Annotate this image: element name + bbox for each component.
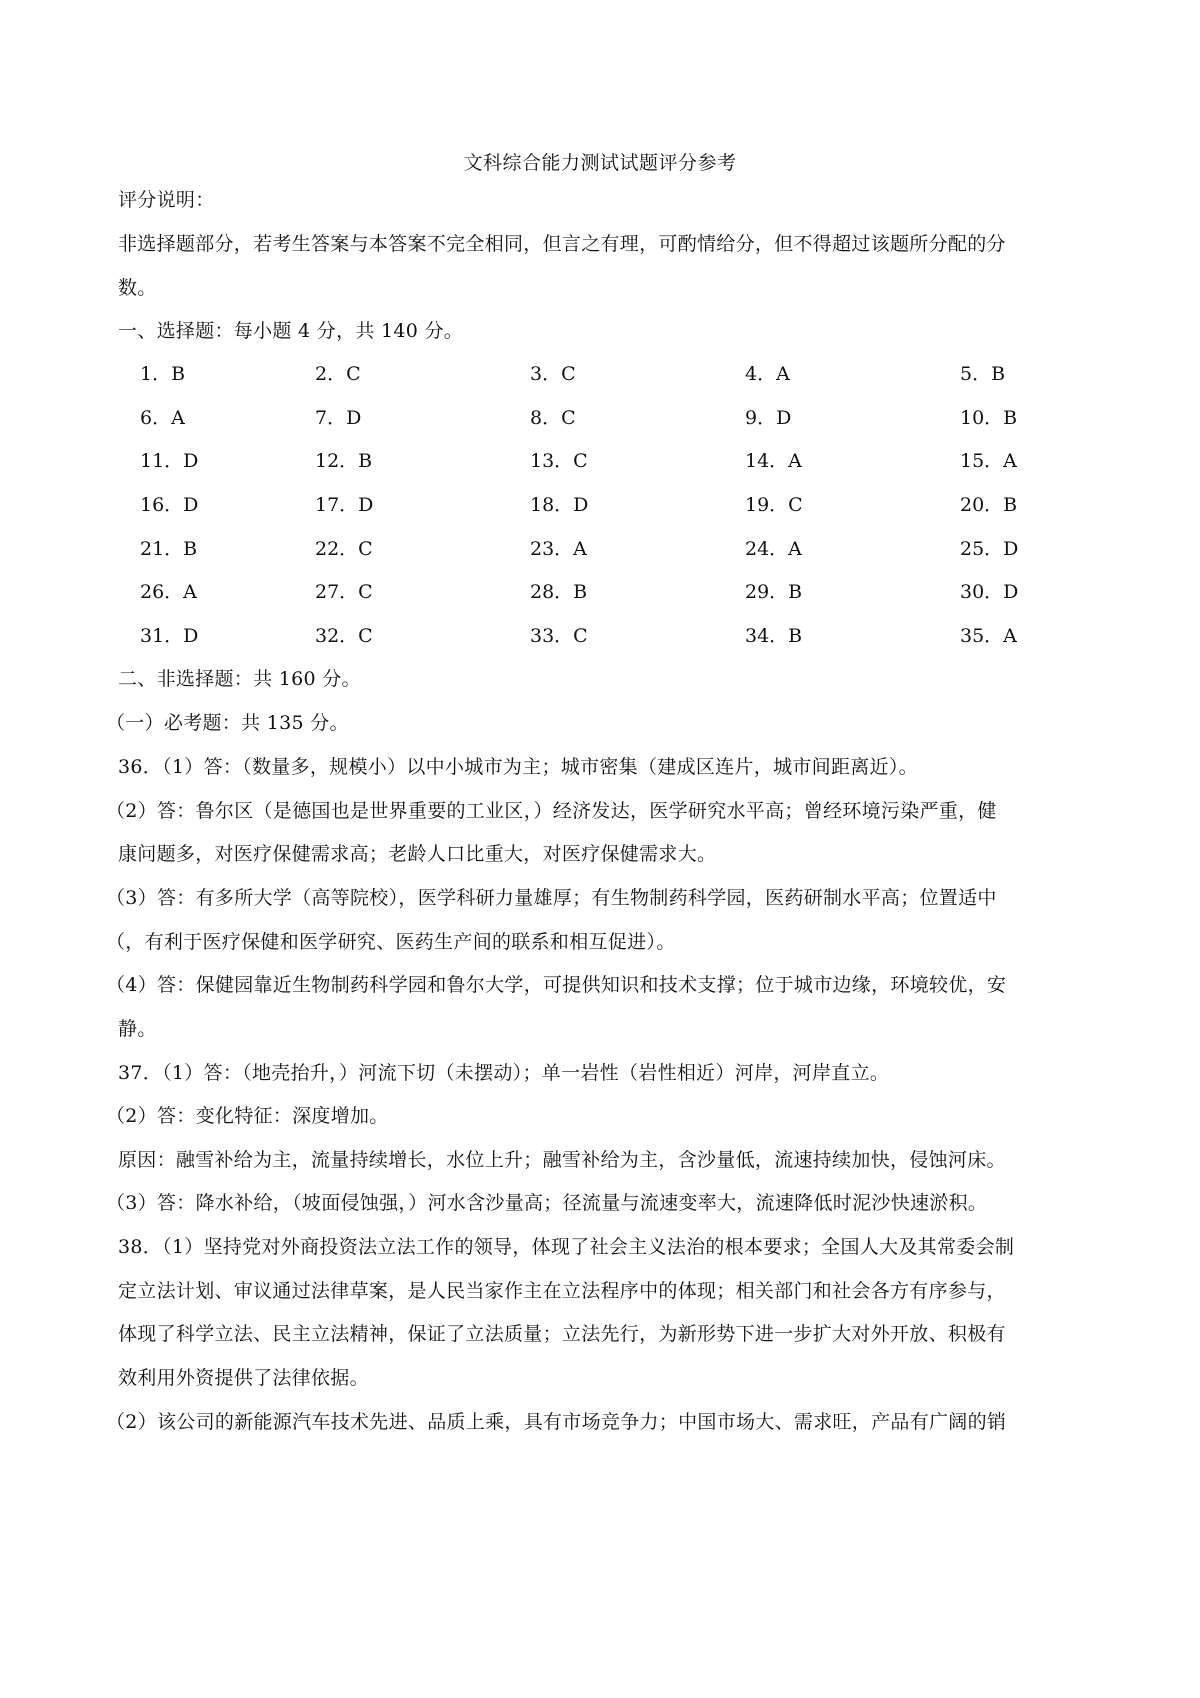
answer-item: 31．D	[140, 625, 199, 647]
subsection-heading: （一）必考题：共 135 分。	[106, 712, 349, 734]
answer-text-line: （4）答：保健园靠近生物制药科学园和鲁尔大学，可提供知识和技术支撑；位于城市边缘，环境较优，安	[106, 974, 1007, 996]
answer-item: 35．A	[960, 625, 1017, 647]
answer-item: 22．C	[315, 538, 373, 560]
answer-item: 2．C	[315, 363, 361, 385]
answer-text-line: 36．（1）答：（数量多，规模小）以中小城市为主；城市密集（建成区连片，城市间距离近）。	[118, 756, 918, 778]
page-title: 文科综合能力测试试题评分参考	[463, 152, 737, 174]
answer-text-line: （2）答：鲁尔区（是德国也是世界重要的工业区，）经济发达，医学研究水平高；曾经环境污染严重，健	[106, 800, 997, 822]
answer-item: 12．B	[315, 450, 373, 472]
answer-item: 27．C	[315, 581, 373, 603]
answer-item: 32．C	[315, 625, 373, 647]
section-heading-non-choice: 二、非选择题：共 160 分。	[118, 668, 361, 690]
answer-item: 25．D	[960, 538, 1019, 560]
answer-item: 11．D	[140, 450, 199, 472]
answer-item: 18．D	[530, 494, 589, 516]
answer-text-line: 康问题多，对医疗保健需求高；老龄人口比重大，对医疗保健需求大。	[118, 843, 717, 865]
answer-item: 15．A	[960, 450, 1017, 472]
answer-item: 4．A	[745, 363, 790, 385]
answer-item: 23．A	[530, 538, 587, 560]
answer-item: 8．C	[530, 407, 576, 429]
answer-item: 24．A	[745, 538, 802, 560]
answer-text-line: （3）答：降水补给，（坡面侵蚀强，）河水含沙量高；径流量与流速变率大，流速降低时泥沙快速淤积。	[106, 1192, 988, 1214]
answer-text-line: 定立法计划、审议通过法律草案，是人民当家作主在立法程序中的体现；相关部门和社会各方有序参与，	[118, 1280, 1006, 1302]
answer-item: 17．D	[315, 494, 374, 516]
answer-item: 7．D	[315, 407, 362, 429]
answer-text-line: （2）答：变化特征：深度增加。	[106, 1105, 389, 1127]
answer-text-line: 效利用外资提供了法律依据。	[118, 1367, 369, 1389]
answer-item: 28．B	[530, 581, 588, 603]
answer-item: 33．C	[530, 625, 588, 647]
answer-text-line: 原因：融雪补给为主，流量持续增长，水位上升；融雪补给为主，含沙量低，流速持续加快，侵蚀河床。	[118, 1149, 1006, 1171]
answer-item: 13．C	[530, 450, 588, 472]
answer-text-line: （，有利于医疗保健和医学研究、医药生产间的联系和相互促进）。	[106, 931, 676, 953]
answer-item: 19．C	[745, 494, 803, 516]
scoring-note-heading: 评分说明：	[118, 189, 215, 211]
answer-item: 5．B	[960, 363, 1006, 385]
answer-text-line: （2）该公司的新能源汽车技术先进、品质上乘，具有市场竞争力；中国市场大、需求旺，产品有广阔的销	[106, 1411, 1007, 1433]
answer-text-line: 静。	[118, 1018, 157, 1040]
answer-item: 21．B	[140, 538, 198, 560]
answer-item: 26．A	[140, 581, 197, 603]
scoring-note-line: 非选择题部分，若考生答案与本答案不完全相同，但言之有理，可酌情给分，但不得超过该题所分配的分	[118, 233, 1006, 255]
scoring-note-line: 数。	[118, 277, 157, 299]
answer-text-line: 38．（1）坚持党对外商投资法立法工作的领导，体现了社会主义法治的根本要求；全国人大及其常委会制	[118, 1236, 1015, 1258]
answer-item: 30．D	[960, 581, 1019, 603]
answer-item: 10．B	[960, 407, 1018, 429]
answer-item: 29．B	[745, 581, 803, 603]
answer-item: 1．B	[140, 363, 186, 385]
answer-item: 3．C	[530, 363, 576, 385]
answer-item: 16．D	[140, 494, 199, 516]
answer-text-line: （3）答：有多所大学（高等院校），医学科研力量雄厚；有生物制药科学园，医药研制水平高；位置适中	[106, 887, 997, 909]
answer-text-line: 37．（1）答：（地壳抬升，）河流下切（未摆动）；单一岩性（岩性相近）河岸，河岸直立。	[118, 1062, 890, 1084]
answer-item: 14．A	[745, 450, 802, 472]
answer-item: 9．D	[745, 407, 792, 429]
answer-item: 6．A	[140, 407, 185, 429]
section-heading-choice: 一、选择题：每小题 4 分，共 140 分。	[118, 320, 464, 342]
answer-text-line: 体现了科学立法、民主立法精神，保证了立法质量；立法先行，为新形势下进一步扩大对外开放、积极有	[118, 1323, 1006, 1345]
answer-item: 20．B	[960, 494, 1018, 516]
answer-item: 34．B	[745, 625, 803, 647]
